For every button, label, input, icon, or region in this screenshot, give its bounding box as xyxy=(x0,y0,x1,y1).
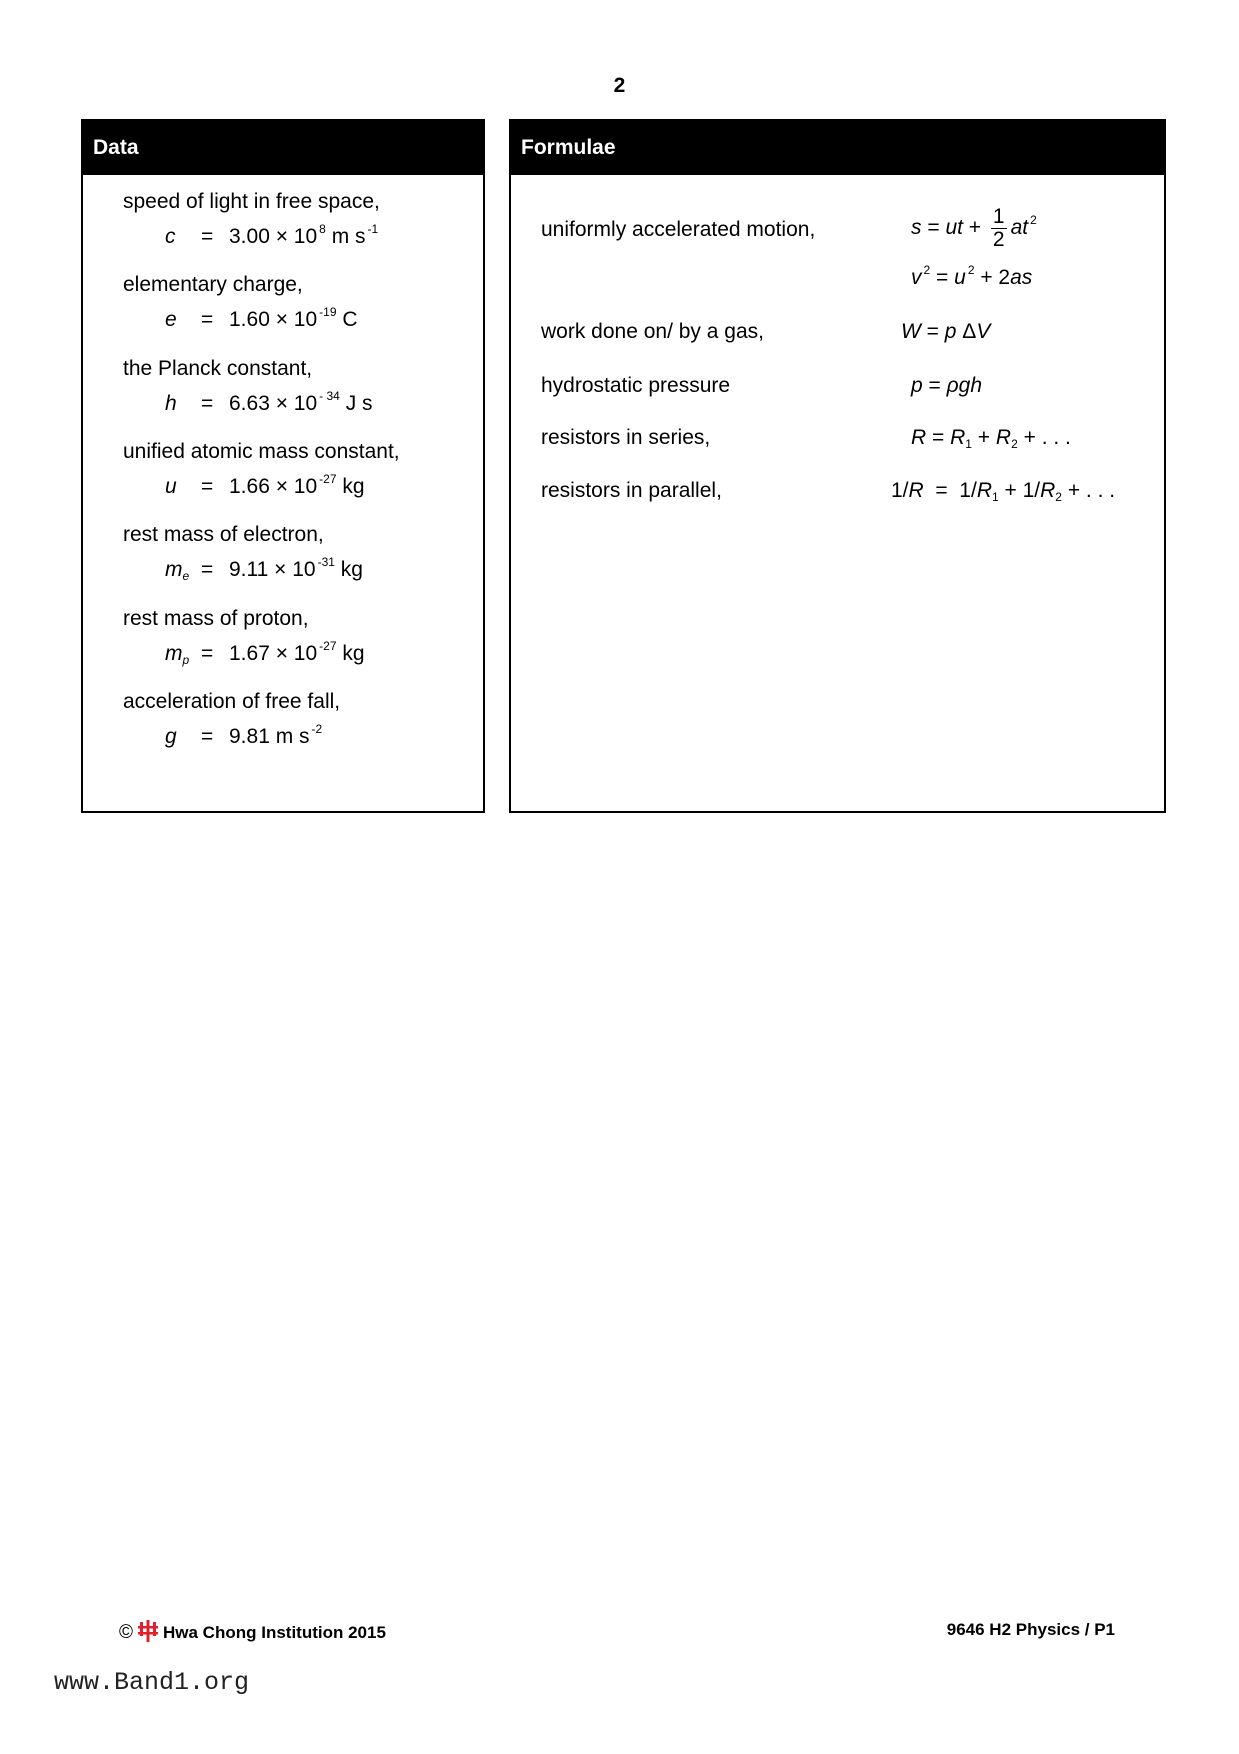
data-exponent: -2 xyxy=(311,722,323,736)
data-number: 9.11 × 10 xyxy=(229,558,316,581)
data-label: the Planck constant, xyxy=(123,357,313,380)
data-unit: J s xyxy=(345,392,373,415)
data-label: unified atomic mass constant, xyxy=(123,440,400,463)
data-entry xyxy=(123,357,373,416)
data-symbol: g xyxy=(165,725,177,748)
equals-sign: = xyxy=(201,475,214,498)
data-label: rest mass of electron, xyxy=(123,523,324,546)
data-value xyxy=(165,639,365,667)
formula-label: hydrostatic pressure xyxy=(541,374,731,397)
data-number: 3.00 × 10 xyxy=(229,225,318,248)
data-entry xyxy=(123,190,380,249)
data-unit: kg xyxy=(340,558,363,581)
data-value xyxy=(165,472,400,499)
data-number: 9.81 m s xyxy=(229,725,310,748)
equals-sign: = xyxy=(201,642,214,665)
watermark: www.Band1.org xyxy=(54,1668,250,1697)
data-value xyxy=(165,722,340,749)
data-label: elementary charge, xyxy=(123,273,303,296)
data-label: speed of light in free space, xyxy=(123,190,380,213)
institution-logo-icon xyxy=(137,1620,159,1642)
data-entry xyxy=(123,273,358,332)
data-exponent: -27 xyxy=(319,639,337,653)
equals-sign: = xyxy=(201,725,214,748)
data-unit: kg xyxy=(342,642,365,665)
data-entry xyxy=(123,440,400,499)
data-box-title: Data xyxy=(83,121,483,175)
formula-expression: $1/R = 1/R_1 + 1/R_2$ + . . . xyxy=(891,479,1116,504)
formula-label: resistors in parallel, xyxy=(541,479,722,502)
formula-expression: s = ut + $\frac{1}{2}$ at $^2$ xyxy=(911,205,1037,251)
symbol-subscript: p xyxy=(182,653,190,667)
footer-copyright xyxy=(119,1620,386,1644)
data-exponent: -31 xyxy=(317,555,335,569)
data-label: acceleration of free fall, xyxy=(123,690,341,713)
data-exponent: -19 xyxy=(319,305,337,319)
data-exponent: 8 xyxy=(319,222,326,236)
formula-expression: v $^2$ = u $^2$ + 2as xyxy=(911,263,1033,289)
equals-sign: = xyxy=(201,558,214,581)
data-number: 6.63 × 10 xyxy=(229,392,318,415)
data-number: 1.67 × 10 xyxy=(229,642,318,665)
equals-sign: = xyxy=(201,392,214,415)
formula-expression: p = ρgh xyxy=(911,374,983,397)
footer-course: 9646 H2 Physics / P1 xyxy=(946,1620,1115,1639)
formulae-box-title: Formulae xyxy=(511,121,1164,175)
copyright-symbol: © xyxy=(119,1622,133,1643)
formula-expression: $R = R_1 + R_2$ + . . . xyxy=(911,426,1071,451)
symbol-subscript: e xyxy=(182,569,190,583)
formula-expression: W = p ΔV xyxy=(901,320,991,343)
data-symbol: $m_p$ xyxy=(165,642,190,667)
data-box xyxy=(81,119,485,813)
unit-exponent: -1 xyxy=(367,222,379,236)
data-value xyxy=(165,555,363,583)
data-number: 1.60 × 10 xyxy=(229,308,318,331)
data-exponent: -27 xyxy=(319,472,337,486)
data-symbol: c xyxy=(165,225,176,248)
formula-label: work done on/ by a gas, xyxy=(541,320,764,343)
data-entry xyxy=(123,607,365,667)
data-unit: C xyxy=(342,308,358,331)
data-symbol: h xyxy=(165,392,177,415)
data-entry xyxy=(123,523,363,583)
fraction: $\frac{1}{2}$ xyxy=(992,205,1005,251)
data-label: rest mass of proton, xyxy=(123,607,309,630)
data-symbol: u xyxy=(165,475,177,498)
data-value xyxy=(165,222,380,249)
data-value xyxy=(165,389,373,416)
institution-name: Hwa Chong Institution 2015 xyxy=(163,1623,386,1642)
equals-sign: = xyxy=(201,225,214,248)
data-exponent: - 34 xyxy=(319,389,340,403)
data-unit: m s xyxy=(331,225,366,248)
formulae-box xyxy=(509,119,1166,813)
formula-label: uniformly accelerated motion, xyxy=(541,218,816,241)
data-entry xyxy=(123,690,340,749)
data-symbol: e xyxy=(165,308,177,331)
data-unit: kg xyxy=(342,475,365,498)
equals-sign: = xyxy=(201,308,214,331)
data-symbol: $m_e$ xyxy=(165,558,190,583)
formula-label: resistors in series, xyxy=(541,426,711,449)
data-number: 1.66 × 10 xyxy=(229,475,318,498)
data-value xyxy=(165,305,358,332)
page-number: 2 xyxy=(613,74,626,97)
